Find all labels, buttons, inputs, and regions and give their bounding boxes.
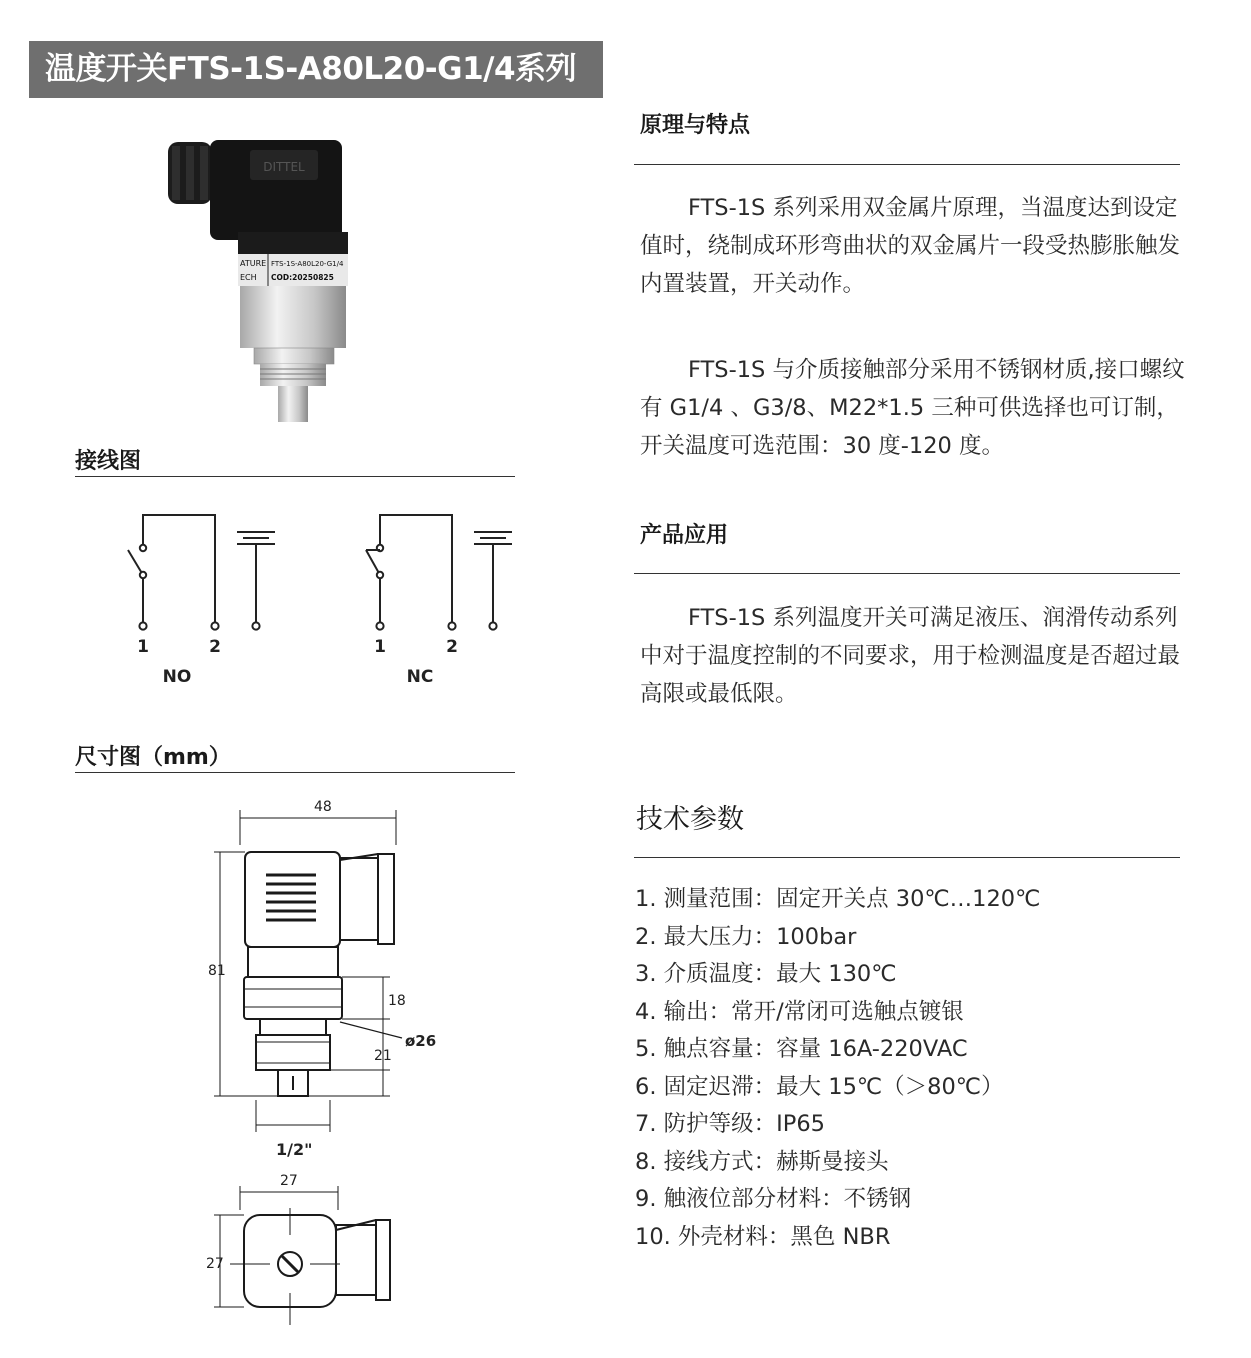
dim-hex-label: 18 [388,993,406,1009]
wiring-heading: 接线图 [75,449,142,474]
specs-heading: 技术参数 [636,804,744,835]
specs-divider [634,857,1180,858]
nc-pin-1: 1 [374,637,386,657]
application-paragraph: FTS-1S 系列温度开关可满足液压、润滑传动系列中对于温度控制的不同要求，用于检测温度是否超过最高限或最低限。 [640,605,1181,707]
no-pin-2: 2 [209,637,221,657]
application-divider [634,573,1180,574]
product-photo [150,132,370,427]
dim-plug-height-label: 27 [206,1256,224,1272]
principle-divider [634,164,1180,165]
dim-height-label: 81 [208,963,226,979]
spec-item: 5. 触点容量：容量 16A-220VAC [635,1036,968,1062]
spec-item: 1. 测量范围：固定开关点 30℃…120℃ [635,886,1041,912]
spec-item: 8. 接线方式：赫斯曼接头 [635,1148,889,1175]
dimensions-divider [75,772,515,773]
wiring-diagram [100,500,540,700]
photo-code-text: COD:20250825 [271,273,334,282]
wiring-divider [75,476,515,477]
no-label: NO [162,667,192,687]
nc-label: NC [406,667,434,687]
dim-thread-label: 1/2" [276,1140,313,1159]
dim-diameter-label: ø26 [405,1032,437,1050]
photo-logo-text: DITTEL [263,160,305,174]
spec-item: 6. 固定迟滞：最大 15℃（＞80℃） [635,1073,1004,1100]
specs-list [635,881,1040,1256]
spec-item: 2. 最大压力：100bar [635,923,857,950]
photo-model-text: FTS-1S-A80L20-G1/4 [271,260,344,268]
nc-pin-2: 2 [446,637,458,657]
dimension-drawing [190,790,460,1350]
dimensions-heading: 尺寸图（mm） [75,745,231,770]
spec-item: 9. 触液位部分材料：不锈钢 [635,1186,912,1212]
photo-label-1: ATURE [240,259,267,268]
dim-plug-width-label: 27 [280,1173,298,1189]
spec-item: 10. 外壳材料：黑色 NBR [635,1223,891,1250]
no-pin-1: 1 [137,637,149,657]
spec-item: 7. 防护等级：IP65 [635,1111,825,1137]
dim-width-label: 48 [314,799,332,815]
dim-thread-len-label: 21 [374,1048,392,1064]
application-heading: 产品应用 [640,523,729,548]
spec-item: 4. 输出：常开/常闭可选触点镀银 [635,998,964,1025]
principle-heading: 原理与特点 [640,113,751,138]
page-title: 温度开关FTS-1S-A80L20-G1/4系列 [29,41,603,98]
principle-paragraph-2: FTS-1S 与介质接触部分采用不锈钢材质,接口螺纹有 G1/4 、G3/8、M22*1.5 三种可供选择也可订制，开关温度可选范围：30 度-120 度。 [640,357,1185,459]
principle-paragraph-1: FTS-1S 系列采用双金属片原理，当温度达到设定值时，绕制成环形弯曲状的双金属片一段受热膨胀触发内置装置，开关动作。 [640,195,1181,297]
photo-label-2: ECH [240,273,257,282]
spec-item: 3. 介质温度：最大 130℃ [635,961,897,987]
